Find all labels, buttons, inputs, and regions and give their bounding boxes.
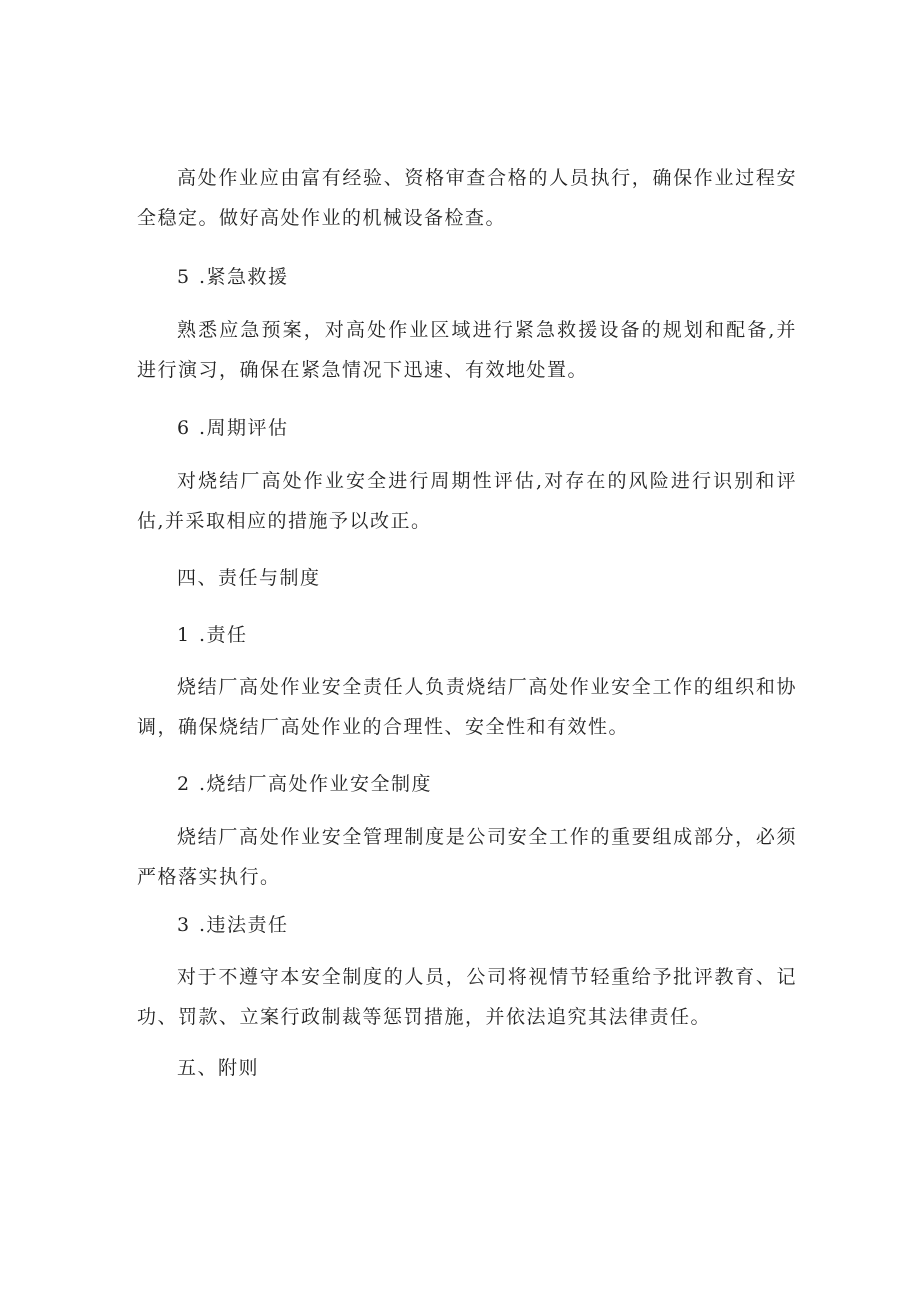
heading-number: 5 bbox=[177, 266, 191, 288]
heading-emergency-rescue bbox=[177, 262, 289, 292]
heading-safety-rules bbox=[177, 769, 432, 799]
heading-title: .责任 bbox=[199, 624, 248, 646]
heading-legal-liability bbox=[177, 910, 289, 940]
heading-title: .烧结厂高处作业安全制度 bbox=[199, 773, 433, 795]
heading-responsibility bbox=[177, 620, 248, 650]
heading-title: .紧急救援 bbox=[199, 266, 289, 288]
paragraph-legal-liability: 对于不遵守本安全制度的人员，公司将视情节轻重给予批评教育、记功、罚款、立案行政制裁等惩罚措施，并依法追究其法律责任。 bbox=[137, 966, 797, 1028]
heading-number: 6 bbox=[177, 417, 191, 439]
section-heading-supplementary-provisions: 五、附则 bbox=[177, 1057, 260, 1079]
heading-title: .违法责任 bbox=[199, 914, 289, 936]
paragraph-periodic-evaluation: 对烧结厂高处作业安全进行周期性评估,对存在的风险进行识别和评估,并采取相应的措施予以改正。 bbox=[137, 470, 797, 532]
heading-periodic-evaluation bbox=[177, 413, 289, 443]
paragraph-responsibility: 烧结厂高处作业安全责任人负责烧结厂高处作业安全工作的组织和协调，确保烧结厂高处作业的合理性、安全性和有效性。 bbox=[137, 676, 797, 738]
heading-number: 2 bbox=[177, 773, 191, 795]
paragraph-personnel-qualification: 高处作业应由富有经验、资格审查合格的人员执行，确保作业过程安全稳定。做好高处作业的机械设备检查。 bbox=[137, 167, 797, 229]
heading-number: 3 bbox=[177, 914, 191, 936]
paragraph-safety-rules: 烧结厂高处作业安全管理制度是公司安全工作的重要组成部分，必须严格落实执行。 bbox=[137, 826, 797, 888]
heading-title: .周期评估 bbox=[199, 417, 289, 439]
section-heading-responsibility-and-rules: 四、责任与制度 bbox=[177, 567, 321, 589]
heading-number: 1 bbox=[177, 624, 191, 646]
paragraph-emergency-rescue: 熟悉应急预案，对高处作业区域进行紧急救援设备的规划和配备,并进行演习，确保在紧急情况下迅速、有效地处置。 bbox=[137, 319, 797, 381]
